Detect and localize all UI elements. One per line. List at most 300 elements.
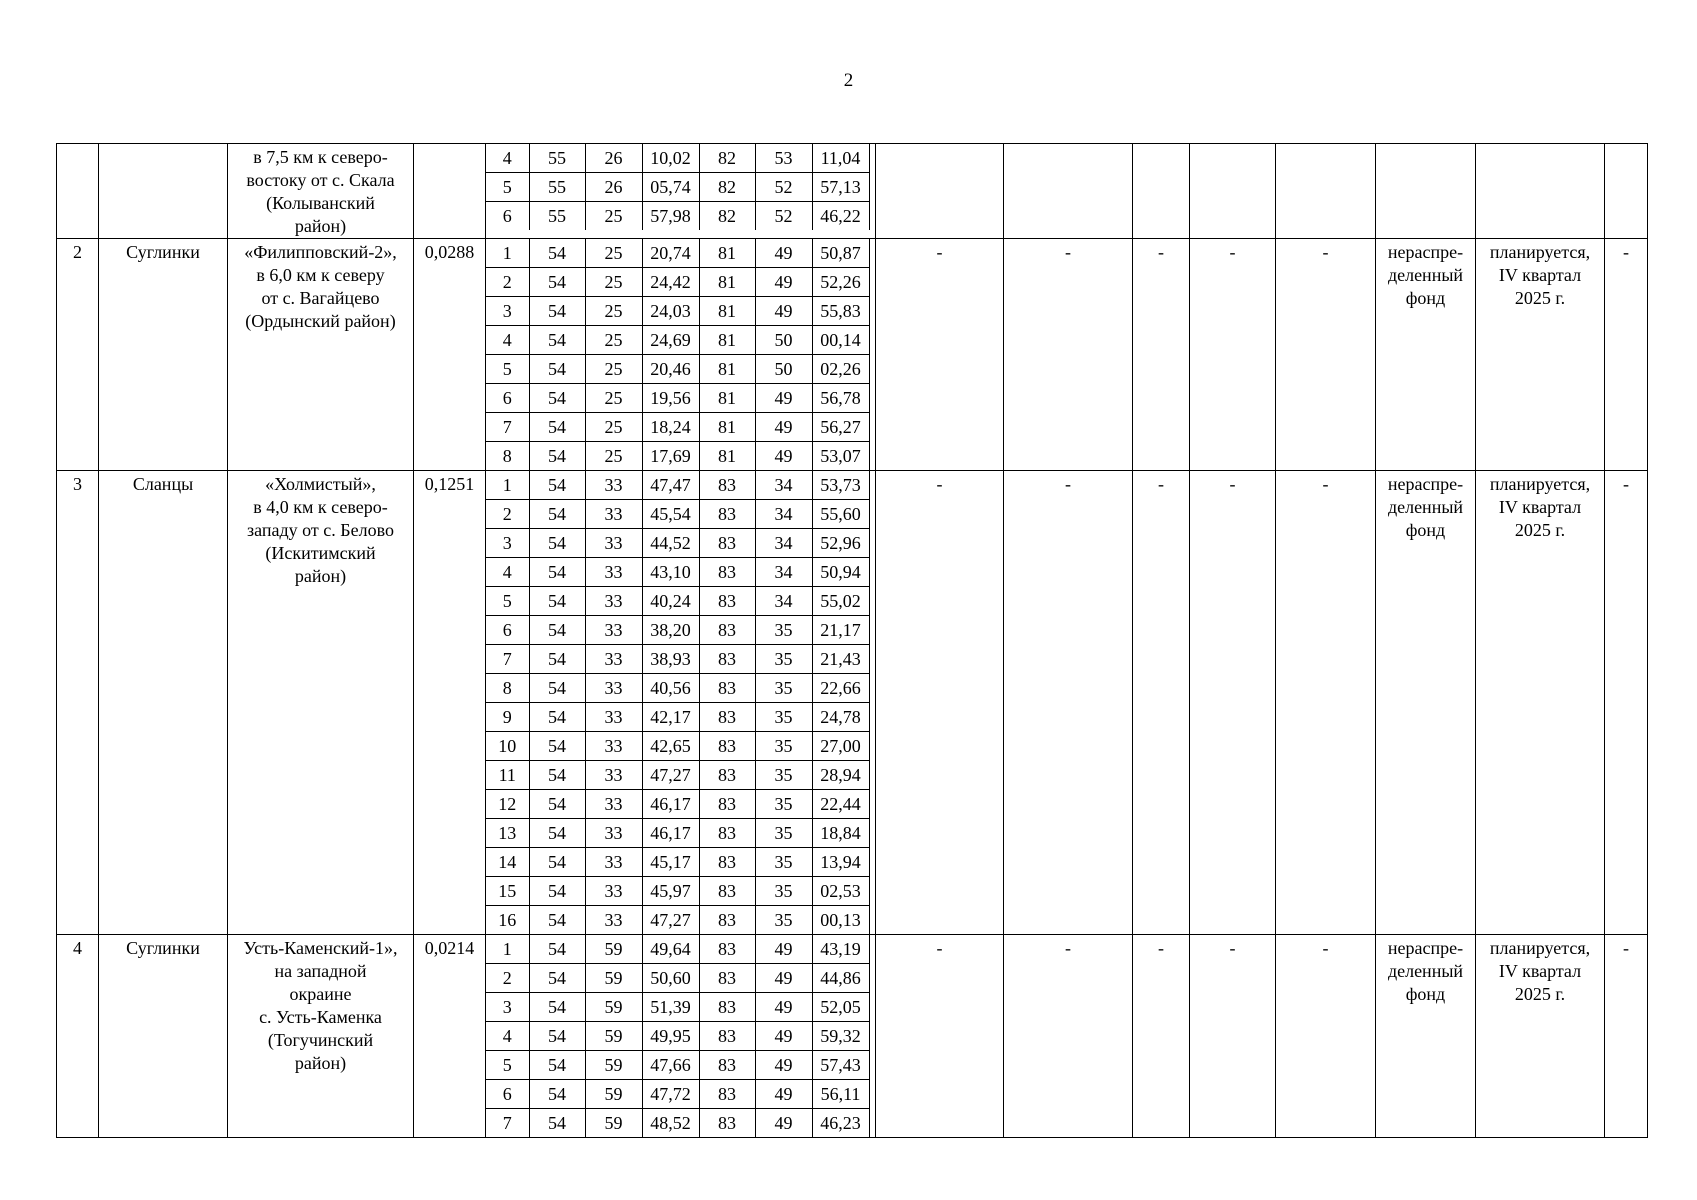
table-row (57, 935, 1648, 1138)
fund-status-line: нераспре- (1387, 938, 1464, 958)
coordinate-value: 48,52 (642, 1109, 699, 1138)
coordinate-point-row (486, 964, 876, 993)
planned-date-line: 2025 г. (1514, 520, 1566, 540)
coordinate-value: 25 (585, 202, 642, 231)
coordinate-value: 55,83 (812, 297, 869, 326)
coordinate-value: 46,23 (812, 1109, 869, 1138)
coordinate-value: 44,86 (812, 964, 869, 993)
coordinate-value: 2 (486, 500, 529, 529)
coordinate-value: 5 (486, 173, 529, 202)
coordinate-value: 82 (699, 144, 755, 173)
coordinate-value: 33 (585, 703, 642, 732)
coordinate-value: 83 (699, 848, 755, 877)
coordinate-value: 35 (755, 645, 812, 674)
site-location (228, 471, 414, 935)
coordinate-value: 33 (585, 674, 642, 703)
coordinate-value: 54 (529, 442, 585, 471)
coordinate-value: 33 (585, 790, 642, 819)
empty-field-dash (1004, 144, 1133, 239)
row-number: 3 (57, 471, 99, 935)
coordinate-value: 59,32 (812, 1022, 869, 1051)
coordinate-value: 83 (699, 558, 755, 587)
coordinate-point-row (486, 1051, 876, 1080)
coordinate-value: 49 (755, 964, 812, 993)
coordinate-value: 13 (486, 819, 529, 848)
coordinate-value: 50,60 (642, 964, 699, 993)
empty-field-dash: - (876, 471, 1004, 935)
coordinate-value: 33 (585, 732, 642, 761)
site-location-line: окраине (289, 984, 352, 1004)
mineral-type (99, 144, 228, 239)
coordinate-value: 1 (486, 471, 529, 500)
coordinate-value: 4 (486, 144, 529, 173)
table-row (57, 239, 1648, 471)
coordinate-value: 83 (699, 732, 755, 761)
coordinate-point-row (486, 239, 876, 268)
coordinate-value: 5 (486, 355, 529, 384)
coordinate-value: 53,07 (812, 442, 869, 471)
coordinate-value: 6 (486, 384, 529, 413)
coordinate-value: 8 (486, 442, 529, 471)
coordinate-point-row (486, 558, 876, 587)
coordinate-value: 81 (699, 239, 755, 268)
table-row (57, 471, 1648, 935)
empty-field-dash: - (1190, 239, 1276, 471)
site-location-line: (Ордынский район) (245, 311, 396, 331)
site-location-line: (Колыванский (266, 193, 375, 213)
coordinate-value: 35 (755, 819, 812, 848)
coordinate-point-row (486, 877, 876, 906)
coordinate-point-row (486, 906, 876, 935)
last-column-dash: - (1605, 239, 1648, 471)
planned-date (1476, 239, 1605, 471)
coordinate-value: 40,24 (642, 587, 699, 616)
empty-field-dash: - (1276, 471, 1376, 935)
coordinate-value: 35 (755, 616, 812, 645)
coordinate-value: 54 (529, 529, 585, 558)
coordinate-value: 33 (585, 848, 642, 877)
fund-status (1376, 471, 1476, 935)
empty-field-dash: - (1276, 239, 1376, 471)
coordinate-value: 25 (585, 239, 642, 268)
coordinate-value: 83 (699, 877, 755, 906)
coordinate-value: 17,69 (642, 442, 699, 471)
coordinate-value: 6 (486, 202, 529, 231)
coordinate-value: 40,56 (642, 674, 699, 703)
coordinate-point-row (486, 848, 876, 877)
coordinate-value: 34 (755, 500, 812, 529)
coordinate-value: 25 (585, 442, 642, 471)
planned-date-line: планируется, (1489, 474, 1591, 494)
coordinate-value: 45,17 (642, 848, 699, 877)
coordinate-value: 54 (529, 558, 585, 587)
empty-field-dash: - (1004, 239, 1133, 471)
coordinate-value: 00,13 (812, 906, 869, 935)
coordinate-value: 57,98 (642, 202, 699, 231)
coordinate-value: 81 (699, 413, 755, 442)
coordinate-value: 49 (755, 384, 812, 413)
coordinate-point-row (486, 173, 876, 202)
row-number: 4 (57, 935, 99, 1138)
coordinate-value: 24,78 (812, 703, 869, 732)
site-area: 0,1251 (414, 471, 486, 935)
coordinate-value: 4 (486, 558, 529, 587)
site-location-line: востоку от с. Скала (246, 170, 395, 190)
coordinate-value: 26 (585, 144, 642, 173)
coordinate-value: 38,93 (642, 645, 699, 674)
site-location-line: западу от с. Белово (247, 520, 394, 540)
empty-field-dash: - (1133, 471, 1190, 935)
empty-field-dash: - (1004, 935, 1133, 1138)
site-location-line: в 4,0 км к северо- (253, 497, 388, 517)
coordinate-point-row (486, 144, 876, 173)
site-location-line: район) (294, 1053, 347, 1073)
site-location-line: на западной (274, 961, 367, 981)
coordinate-value: 35 (755, 877, 812, 906)
coordinate-value: 53 (755, 144, 812, 173)
coordinate-value: 49 (755, 1109, 812, 1138)
coordinate-value: 34 (755, 587, 812, 616)
coordinate-value: 81 (699, 297, 755, 326)
coordinate-value: 54 (529, 500, 585, 529)
coordinate-value: 50,94 (812, 558, 869, 587)
coordinate-value: 5 (486, 1051, 529, 1080)
coordinate-value: 9 (486, 703, 529, 732)
coordinate-value: 55 (529, 202, 585, 231)
coordinate-value: 25 (585, 297, 642, 326)
planned-date (1476, 144, 1605, 239)
coordinate-point-row (486, 935, 876, 964)
coordinate-value: 52,05 (812, 993, 869, 1022)
coordinate-value: 35 (755, 761, 812, 790)
page-number: 2 (843, 70, 854, 91)
coordinate-value: 54 (529, 645, 585, 674)
site-location-line: (Искитимский (265, 543, 376, 563)
coordinate-point-row (486, 1080, 876, 1109)
site-area (414, 144, 486, 239)
table-row (57, 144, 1648, 239)
empty-field-dash: - (1190, 935, 1276, 1138)
coordinate-value: 54 (529, 1022, 585, 1051)
coordinate-value: 83 (699, 703, 755, 732)
site-location-line: Усть-Каменский-1», (243, 938, 398, 958)
empty-field-dash: - (1190, 471, 1276, 935)
coordinate-value: 6 (486, 616, 529, 645)
coordinate-value: 54 (529, 790, 585, 819)
planned-date-line: IV квартал (1498, 961, 1582, 981)
coordinates-table (486, 239, 876, 470)
coordinate-value: 54 (529, 703, 585, 732)
coordinate-value: 50 (755, 355, 812, 384)
coordinate-value: 46,17 (642, 819, 699, 848)
coordinate-value: 54 (529, 616, 585, 645)
coordinate-value: 3 (486, 297, 529, 326)
fund-status (1376, 239, 1476, 471)
site-location-line: «Филипповский-2», (244, 242, 397, 262)
fund-status-line: фонд (1405, 520, 1446, 540)
coordinate-value: 49 (755, 935, 812, 964)
coordinate-point-row (486, 993, 876, 1022)
coordinate-value: 7 (486, 413, 529, 442)
coordinate-value: 5 (486, 587, 529, 616)
coordinate-value: 54 (529, 674, 585, 703)
coordinate-point-row (486, 268, 876, 297)
coordinate-value: 54 (529, 268, 585, 297)
coordinate-value: 19,56 (642, 384, 699, 413)
coordinate-value: 83 (699, 964, 755, 993)
coordinate-value: 47,27 (642, 761, 699, 790)
coordinate-value: 54 (529, 297, 585, 326)
coordinate-value: 47,72 (642, 1080, 699, 1109)
coordinate-value: 59 (585, 993, 642, 1022)
coordinate-value: 49 (755, 1080, 812, 1109)
coordinate-value: 2 (486, 964, 529, 993)
coordinate-value: 33 (585, 761, 642, 790)
coordinate-value: 81 (699, 326, 755, 355)
coordinate-point-row (486, 587, 876, 616)
site-location-line: с. Усть-Каменка (259, 1007, 382, 1027)
coordinate-value: 33 (585, 877, 642, 906)
coordinates-table (486, 144, 876, 230)
coordinate-value: 27,00 (812, 732, 869, 761)
empty-field-dash (876, 144, 1004, 239)
coordinate-value: 54 (529, 935, 585, 964)
coordinate-value: 35 (755, 848, 812, 877)
coordinate-value: 49,64 (642, 935, 699, 964)
coordinate-value: 35 (755, 674, 812, 703)
coordinate-point-row (486, 297, 876, 326)
coordinate-value: 54 (529, 326, 585, 355)
coordinate-value: 4 (486, 1022, 529, 1051)
mineral-type: Суглинки (99, 935, 228, 1138)
empty-field-dash: - (876, 935, 1004, 1138)
coordinate-value: 13,94 (812, 848, 869, 877)
coordinate-point-row (486, 384, 876, 413)
coordinate-value: 54 (529, 964, 585, 993)
coordinate-value: 21,17 (812, 616, 869, 645)
coordinate-value: 15 (486, 877, 529, 906)
empty-field-dash: - (1004, 471, 1133, 935)
coordinate-value: 43,19 (812, 935, 869, 964)
coordinate-point-row (486, 326, 876, 355)
planned-date (1476, 471, 1605, 935)
coordinate-value: 83 (699, 645, 755, 674)
coordinate-value: 51,39 (642, 993, 699, 1022)
coordinate-point-row (486, 413, 876, 442)
coordinate-value: 42,17 (642, 703, 699, 732)
coordinate-value: 44,52 (642, 529, 699, 558)
coordinate-value: 49 (755, 239, 812, 268)
site-area: 0,0288 (414, 239, 486, 471)
coordinate-value: 20,74 (642, 239, 699, 268)
coordinate-value: 25 (585, 268, 642, 297)
empty-field-dash: - (1133, 239, 1190, 471)
coordinate-value: 56,11 (812, 1080, 869, 1109)
last-column-dash: - (1605, 471, 1648, 935)
last-column-dash: - (1605, 935, 1648, 1138)
coordinate-value: 83 (699, 587, 755, 616)
coordinate-value: 33 (585, 819, 642, 848)
planned-date (1476, 935, 1605, 1138)
coordinate-value: 54 (529, 355, 585, 384)
coordinate-value: 54 (529, 384, 585, 413)
fund-status-line: деленный (1387, 961, 1464, 981)
site-location (228, 935, 414, 1138)
coordinate-value: 83 (699, 674, 755, 703)
coordinate-value: 8 (486, 674, 529, 703)
coordinate-point-row (486, 529, 876, 558)
coordinate-value: 59 (585, 964, 642, 993)
coordinate-point-row (486, 202, 876, 231)
coordinate-value: 35 (755, 906, 812, 935)
site-location-line: от с. Вагайцево (261, 288, 380, 308)
site-location (228, 144, 414, 239)
coordinate-value: 24,03 (642, 297, 699, 326)
coordinate-value: 24,69 (642, 326, 699, 355)
site-location-line: район) (294, 566, 347, 586)
coordinates-table (486, 471, 876, 934)
coordinate-value: 05,74 (642, 173, 699, 202)
coordinate-value: 46,22 (812, 202, 869, 231)
coordinate-value: 45,54 (642, 500, 699, 529)
coordinate-value: 35 (755, 790, 812, 819)
coordinate-point-row (486, 616, 876, 645)
coordinate-value: 00,14 (812, 326, 869, 355)
coordinate-value: 16 (486, 906, 529, 935)
empty-field-dash: - (876, 239, 1004, 471)
coordinate-value: 49 (755, 1022, 812, 1051)
planned-date-line: IV квартал (1498, 497, 1582, 517)
fund-status-line: фонд (1405, 288, 1446, 308)
empty-field-dash (1133, 144, 1190, 239)
mineral-type: Суглинки (99, 239, 228, 471)
coordinate-value: 22,66 (812, 674, 869, 703)
coordinate-value: 18,24 (642, 413, 699, 442)
coordinate-value: 54 (529, 413, 585, 442)
coordinate-value: 14 (486, 848, 529, 877)
coordinate-value: 82 (699, 202, 755, 231)
planned-date-line: IV квартал (1498, 265, 1582, 285)
coordinate-point-row (486, 790, 876, 819)
coordinate-value: 82 (699, 173, 755, 202)
coordinates-cell (486, 144, 876, 239)
coordinate-value: 52,96 (812, 529, 869, 558)
coordinate-value: 83 (699, 761, 755, 790)
coordinate-value: 1 (486, 935, 529, 964)
fund-status (1376, 144, 1476, 239)
coordinate-value: 81 (699, 442, 755, 471)
coordinate-value: 20,46 (642, 355, 699, 384)
site-location-line: «Холмистый», (265, 474, 376, 494)
site-location (228, 239, 414, 471)
coordinate-value: 83 (699, 500, 755, 529)
coordinate-value: 52 (755, 202, 812, 231)
coordinate-value: 7 (486, 1109, 529, 1138)
mineral-type: Сланцы (99, 471, 228, 935)
coordinate-value: 02,26 (812, 355, 869, 384)
coordinate-value: 02,53 (812, 877, 869, 906)
fund-status-line: деленный (1387, 497, 1464, 517)
coordinate-value: 33 (585, 645, 642, 674)
coordinate-value: 33 (585, 500, 642, 529)
coordinate-value: 10,02 (642, 144, 699, 173)
coordinate-value: 54 (529, 239, 585, 268)
coordinate-value: 24,42 (642, 268, 699, 297)
empty-field-dash: - (1276, 935, 1376, 1138)
coordinate-value: 25 (585, 384, 642, 413)
coordinate-value: 18,84 (812, 819, 869, 848)
coordinate-value: 34 (755, 471, 812, 500)
coordinate-value: 49 (755, 442, 812, 471)
coordinate-value: 83 (699, 1051, 755, 1080)
row-number: 2 (57, 239, 99, 471)
coordinate-value: 47,27 (642, 906, 699, 935)
coordinate-value: 46,17 (642, 790, 699, 819)
coordinate-value: 11,04 (812, 144, 869, 173)
site-location-line: в 6,0 км к северу (256, 265, 385, 285)
coordinate-value: 47,66 (642, 1051, 699, 1080)
planned-date-line: 2025 г. (1514, 288, 1566, 308)
coordinate-value: 28,94 (812, 761, 869, 790)
coordinate-value: 59 (585, 1022, 642, 1051)
coordinate-value: 49 (755, 993, 812, 1022)
coordinate-value: 53,73 (812, 471, 869, 500)
coordinate-value: 2 (486, 268, 529, 297)
coordinate-value: 25 (585, 413, 642, 442)
coordinate-value: 33 (585, 529, 642, 558)
coordinate-value: 38,20 (642, 616, 699, 645)
coordinate-value: 54 (529, 1109, 585, 1138)
coordinate-value: 35 (755, 732, 812, 761)
coordinate-value: 54 (529, 993, 585, 1022)
coordinate-value: 49,95 (642, 1022, 699, 1051)
coordinate-value: 3 (486, 529, 529, 558)
coordinate-value: 54 (529, 761, 585, 790)
planned-date-line: планируется, (1489, 242, 1591, 262)
coordinate-value: 50,87 (812, 239, 869, 268)
coordinate-value: 54 (529, 1080, 585, 1109)
coordinates-cell (486, 239, 876, 471)
empty-field-dash: - (1133, 935, 1190, 1138)
coordinate-value: 83 (699, 471, 755, 500)
coordinate-value: 83 (699, 1109, 755, 1138)
coordinate-value: 33 (585, 558, 642, 587)
coordinate-value: 26 (585, 173, 642, 202)
coordinate-value: 59 (585, 1080, 642, 1109)
coordinate-value: 33 (585, 587, 642, 616)
fund-status-line: деленный (1387, 265, 1464, 285)
coordinate-value: 56,27 (812, 413, 869, 442)
coordinate-value: 49 (755, 1051, 812, 1080)
coordinate-value: 59 (585, 1109, 642, 1138)
coordinate-value: 1 (486, 239, 529, 268)
coordinate-value: 83 (699, 993, 755, 1022)
coordinates-table (486, 935, 876, 1137)
coordinate-point-row (486, 1109, 876, 1138)
coordinate-value: 35 (755, 703, 812, 732)
coordinate-point-row (486, 471, 876, 500)
coordinate-value: 34 (755, 558, 812, 587)
coordinate-point-row (486, 645, 876, 674)
coordinate-value: 81 (699, 355, 755, 384)
coordinate-point-row (486, 674, 876, 703)
coordinate-value: 55 (529, 173, 585, 202)
fund-status-line: фонд (1405, 984, 1446, 1004)
coordinate-value: 57,43 (812, 1051, 869, 1080)
planned-date-line: 2025 г. (1514, 984, 1566, 1004)
coordinate-value: 83 (699, 935, 755, 964)
coordinate-value: 33 (585, 471, 642, 500)
